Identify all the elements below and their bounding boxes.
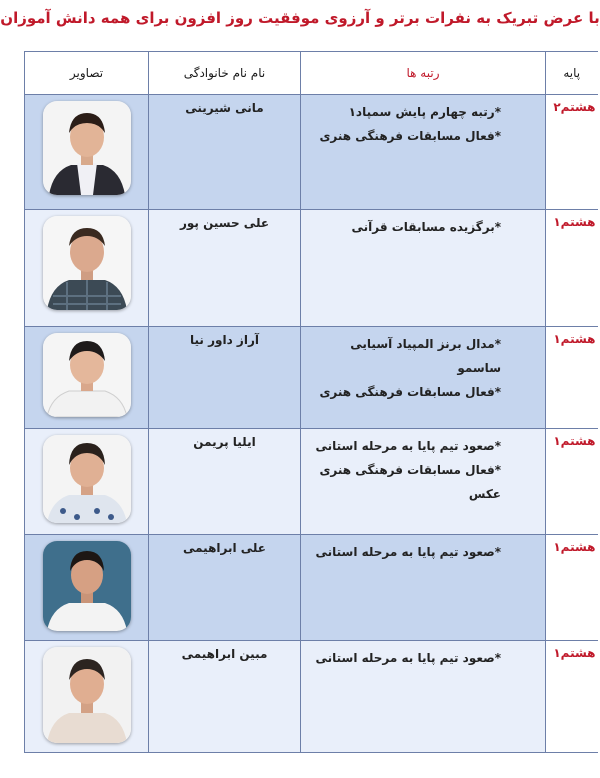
- grade-cell: هشتم۱: [546, 210, 598, 327]
- grade-cell: هشتم۲: [546, 95, 598, 210]
- rank-cell: [301, 535, 546, 641]
- table-row: [25, 95, 598, 210]
- rank-item: *فعال مسابقات فرهنگی هنری عکس: [319, 463, 501, 501]
- student-photo: [43, 101, 131, 195]
- rank-item: *رتبه چهارم پایش سمپاد۱: [348, 105, 501, 119]
- page-title: با عرض تبریک به نفرات برتر و آرزوی موفقیت روز افزون برای همه دانش آموزان: [0, 9, 600, 27]
- rank-cell: [301, 210, 546, 327]
- student-name: ایلیا پریمن: [149, 429, 301, 535]
- photo-cell: [25, 327, 149, 429]
- rank-cell: [301, 641, 546, 753]
- student-photo: [43, 647, 131, 743]
- photo-cell: [25, 535, 149, 641]
- rank-cell: [301, 327, 546, 429]
- header-grade: پایه: [546, 52, 598, 95]
- grade-cell: هشتم۱: [546, 429, 598, 535]
- rank-item: *صعود تیم پایا به مرحله استانی: [315, 439, 501, 453]
- rank-item: *برگزیده مسابقات قرآنی: [351, 220, 501, 234]
- grade-cell: هشتم۱: [546, 641, 598, 753]
- student-photo: [43, 216, 131, 310]
- rank-item: *صعود تیم پایا به مرحله استانی: [315, 545, 501, 559]
- student-photo: [43, 435, 131, 523]
- rank-item: *مدال برنز المپیاد آسیایی ساسمو: [350, 337, 501, 375]
- student-name: آراز داور نیا: [149, 327, 301, 429]
- student-name: علی حسین پور: [149, 210, 301, 327]
- table-header-row: [25, 52, 598, 95]
- rank-item: *فعال مسابقات فرهنگی هنری: [319, 385, 501, 399]
- table-row: [25, 641, 598, 753]
- table-row: [25, 535, 598, 641]
- header-name: نام نام خانوادگی: [149, 52, 301, 95]
- student-photo: [43, 333, 131, 417]
- rank-cell: [301, 429, 546, 535]
- header-photos: تصاویر: [25, 52, 149, 95]
- photo-cell: [25, 95, 149, 210]
- rank-cell: [301, 95, 546, 210]
- rank-item: *صعود تیم پایا به مرحله استانی: [315, 651, 501, 665]
- photo-cell: [25, 429, 149, 535]
- header-rank: رتبه ها: [301, 52, 546, 95]
- student-name: مانی شیرینی: [149, 95, 301, 210]
- student-name: علی ابراهیمی: [149, 535, 301, 641]
- photo-cell: [25, 641, 149, 753]
- rank-item: *فعال مسابقات فرهنگی هنری: [319, 129, 501, 143]
- grade-cell: هشتم۱: [546, 535, 598, 641]
- table-row: [25, 327, 598, 429]
- table-row: [25, 210, 598, 327]
- student-photo: [43, 541, 131, 631]
- grade-cell: هشتم۱: [546, 327, 598, 429]
- honor-roll-table: [24, 51, 598, 753]
- table-row: [25, 429, 598, 535]
- student-name: مبین ابراهیمی: [149, 641, 301, 753]
- photo-cell: [25, 210, 149, 327]
